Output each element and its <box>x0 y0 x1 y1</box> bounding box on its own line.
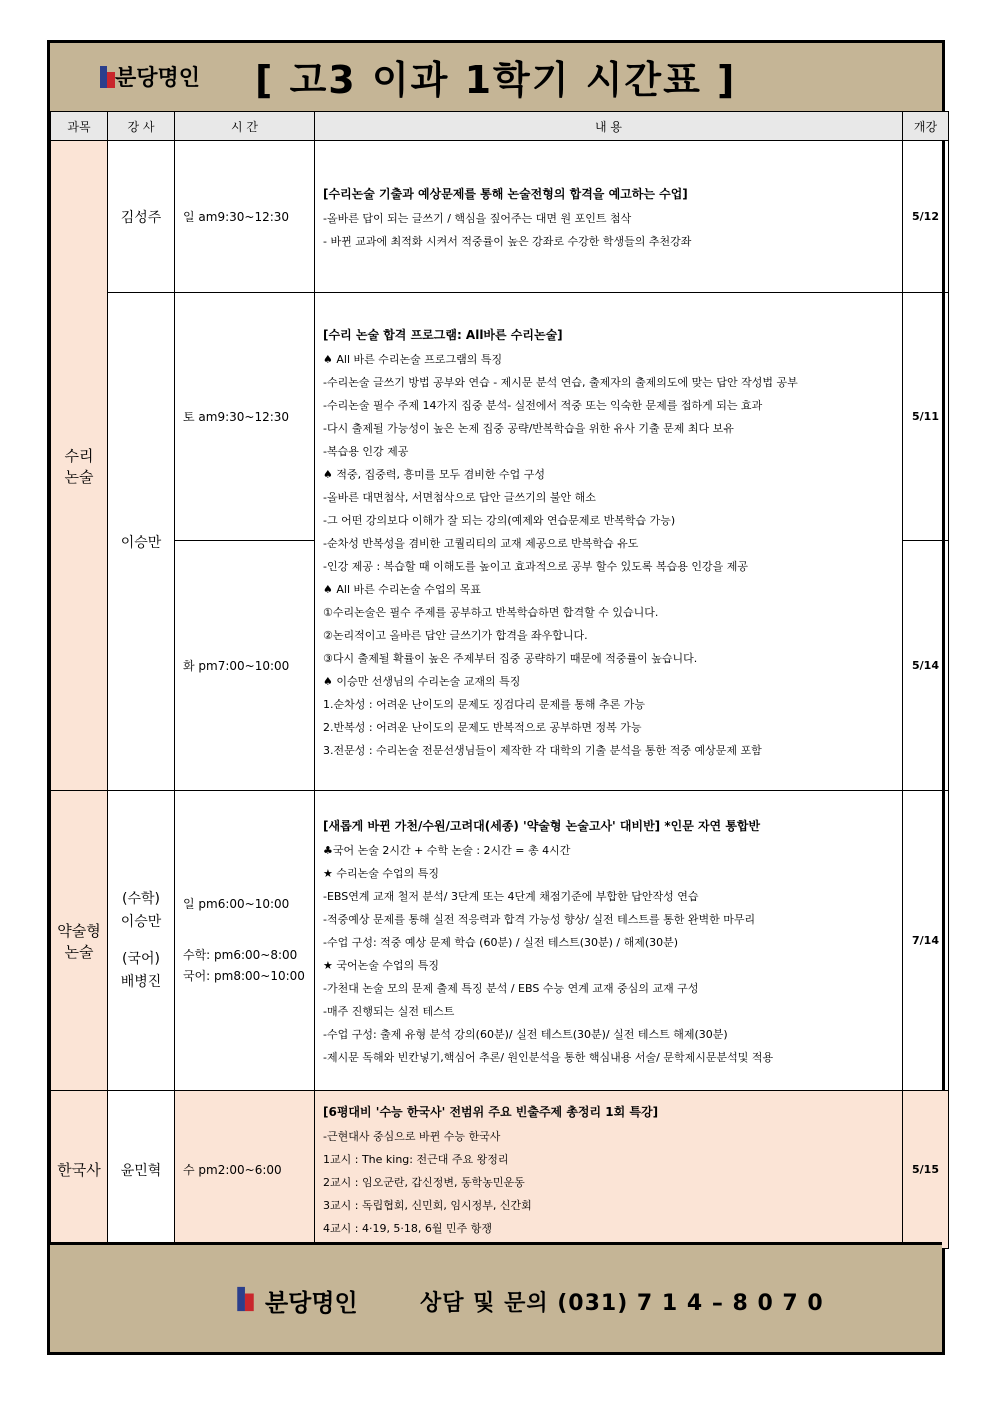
content-line: -수업 구성: 출제 유형 분석 강의(60분)/ 실전 테스트(30분)/ 실전 테스트 해제(30분) <box>323 1027 728 1041</box>
table-row <box>51 293 949 541</box>
timetable-frame <box>47 40 945 1355</box>
content-heading: [수리 논술 합격 프로그램: All바른 수리논술] <box>323 327 563 342</box>
time-math: 수학: pm6:00~8:00 <box>183 948 298 962</box>
page-title: [ 고3 이과 1학기 시간표 ] <box>255 58 737 102</box>
content-cell <box>315 1091 903 1249</box>
content-line: 1.순차성 : 어려운 난이도의 문제도 징검다리 문제를 통해 추론 가능 <box>323 697 645 711</box>
content-line: ②논리적이고 올바른 답안 글쓰기가 합격을 좌우합니다. <box>323 628 588 642</box>
brand-logo-icon <box>100 66 115 88</box>
content-line: ♠ 이승만 선생님의 수리논술 교재의 특징 <box>323 674 521 688</box>
content-line: -다시 출제될 가능성이 높은 논제 집중 공략/반복학습을 위한 유사 기출 문제 최다 보유 <box>323 421 734 435</box>
time-cell <box>175 791 315 1091</box>
content-line: -수업 구성: 적중 예상 문제 학습 (60분) / 실전 테스트(30분) / 해제(30분) <box>323 935 679 949</box>
content-line: - 바뀐 교과에 최적화 시켜서 적중률이 높은 강좌로 수강한 학생들의 추천강좌 <box>323 234 692 248</box>
content-line: 2교시 : 임오군란, 갑신정변, 동학농민운동 <box>323 1176 525 1189</box>
content-line: -수리논술 필수 주제 14가지 집중 분석- 실전에서 적중 또는 익숙한 문제를 접하게 되는 효과 <box>323 398 763 412</box>
content-heading: [새롭게 바뀐 가천/수원/고려대(세종) '약술형 논술고사' 대비반] *인문 자연 통합반 <box>323 818 761 833</box>
brand-name: 분당명인 <box>115 66 201 91</box>
instructor-cell: 윤민혁 <box>108 1091 175 1249</box>
time-cell: 일 am9:30~12:30 <box>175 141 315 293</box>
time-korean: 국어: pm8:00~10:00 <box>183 969 305 983</box>
footer-banner <box>50 1242 942 1352</box>
content-line: 4교시 : 4·19, 5·18, 6월 민주 항쟁 <box>323 1222 493 1235</box>
content-line: -올바른 답이 되는 글쓰기 / 핵심을 짚어주는 대면 원 포인트 첨삭 <box>323 211 632 225</box>
content-cell <box>315 141 903 293</box>
open-date-cell: 5/11 <box>903 293 949 541</box>
content-line: -매주 진행되는 실전 테스트 <box>323 1004 455 1018</box>
content-heading: [6평대비 '수능 한국사' 전범위 주요 빈출주제 총정리 1회 특강] <box>323 1105 659 1119</box>
content-cell <box>315 293 903 791</box>
content-line: 1교시 : The king: 전근대 주요 왕정리 <box>323 1153 509 1166</box>
content-line: ♠ All 바른 수리논술 프로그램의 특징 <box>323 352 503 366</box>
content-line: -가천대 논술 모의 문제 출제 특징 분석 / EBS 수능 연계 교재 중심의 교재 구성 <box>323 981 699 995</box>
content-line: -복습용 인강 제공 <box>323 444 409 458</box>
header-banner <box>50 43 942 114</box>
content-line: -적중예상 문제를 통해 실전 적응력과 합격 가능성 향상/ 실전 테스트를 통한 완벽한 마무리 <box>323 912 756 926</box>
content-line: ③다시 출제될 확률이 높은 주제부터 집중 공략하기 때문에 적중률이 높습니다. <box>323 651 698 665</box>
col-instructor: 강 사 <box>108 112 175 141</box>
content-line: ★ 국어논술 수업의 특징 <box>323 958 439 972</box>
content-line: ①수리논술은 필수 주제를 공부하고 반복학습하면 합격할 수 있습니다. <box>323 605 659 619</box>
subject-cell: 수리 논술 <box>51 141 108 791</box>
subject-cell: 한국사 <box>51 1091 108 1249</box>
content-line: -인강 제공 : 복습할 때 이해도를 높이고 효과적으로 공부 할수 있도록 복습용 인강을 제공 <box>323 559 749 573</box>
footer-brand: 분당명인 <box>265 1289 358 1317</box>
instructor-cell: 이승만 <box>108 293 175 791</box>
content-line: ♣국어 논술 2시간 + 수학 논술 : 2시간 = 총 4시간 <box>323 843 571 857</box>
time-total: 일 pm6:00~10:00 <box>183 897 290 911</box>
instructor-cell <box>108 791 175 1091</box>
content-line: ♠ All 바른 수리논술 수업의 목표 <box>323 582 481 596</box>
content-line: -올바른 대면첨삭, 서면첨삭으로 답안 글쓰기의 불안 해소 <box>323 490 596 504</box>
instructor-korean: (국어) 배병진 <box>120 950 162 990</box>
time-cell: 수 pm2:00~6:00 <box>175 1091 315 1249</box>
col-content: 내 용 <box>315 112 903 141</box>
instructor-cell: 김성주 <box>108 141 175 293</box>
content-line: 2.반복성 : 어려운 난이도의 문제도 반복적으로 공부하면 정복 가능 <box>323 720 642 734</box>
content-line: -그 어떤 강의보다 이해가 잘 되는 강의(예제와 연습문제로 반복학습 가능) <box>323 513 676 527</box>
table-header-row <box>51 112 949 141</box>
open-date-cell: 7/14 <box>903 791 949 1091</box>
content-line: -제시문 독해와 빈칸넣기,핵심어 추론/ 원인분석을 통한 핵심내용 서술/ 문학제시문분석및 적용 <box>323 1050 774 1064</box>
table-row <box>51 1091 949 1249</box>
col-open: 개강 <box>903 112 949 141</box>
content-line: 3.전문성 : 수리논술 전문선생님들이 제작한 각 대학의 기출 분석을 통한 적중 예상문제 포함 <box>323 743 762 757</box>
timetable <box>50 111 949 1249</box>
content-line: -수리논술 글쓰기 방법 공부와 연습 - 제시문 분석 연습, 출제자의 출제의도에 맞는 답안 작성법 공부 <box>323 375 798 389</box>
content-line: ★ 수리논술 수업의 특징 <box>323 866 439 880</box>
content-heading: [수리논술 기출과 예상문제를 통해 논술전형의 합격을 예고하는 수업] <box>323 186 688 201</box>
table-row <box>51 141 949 293</box>
content-line: -근현대사 중심으로 바뀐 수능 한국사 <box>323 1130 501 1143</box>
col-time: 시 간 <box>175 112 315 141</box>
content-line: -EBS연계 교재 철저 분석/ 3단계 또는 4단계 채점기준에 부합한 답안작성 연습 <box>323 889 699 903</box>
content-line: 3교시 : 독립협회, 신민회, 임시정부, 신간회 <box>323 1199 532 1212</box>
open-date-cell: 5/15 <box>903 1091 949 1249</box>
time-cell: 화 pm7:00~10:00 <box>175 541 315 791</box>
open-date-cell: 5/12 <box>903 141 949 293</box>
subject-cell: 약술형 논술 <box>51 791 108 1091</box>
time-cell: 토 am9:30~12:30 <box>175 293 315 541</box>
content-line: ♠ 적중, 집중력, 흥미를 모두 겸비한 수업 구성 <box>323 467 545 481</box>
content-line: -순차성 반복성을 겸비한 고퀄리티의 교재 제공으로 반복학습 유도 <box>323 536 639 550</box>
table-row <box>51 791 949 1091</box>
instructor-math: (수학) 이승만 <box>120 890 162 930</box>
open-date-cell: 5/14 <box>903 541 949 791</box>
contact-info: 상담 및 문의 (031) 7 1 4 – 8 0 7 0 <box>420 1291 824 1316</box>
brand-logo-icon <box>237 1287 254 1311</box>
content-cell <box>315 791 903 1091</box>
col-subject: 과목 <box>51 112 108 141</box>
